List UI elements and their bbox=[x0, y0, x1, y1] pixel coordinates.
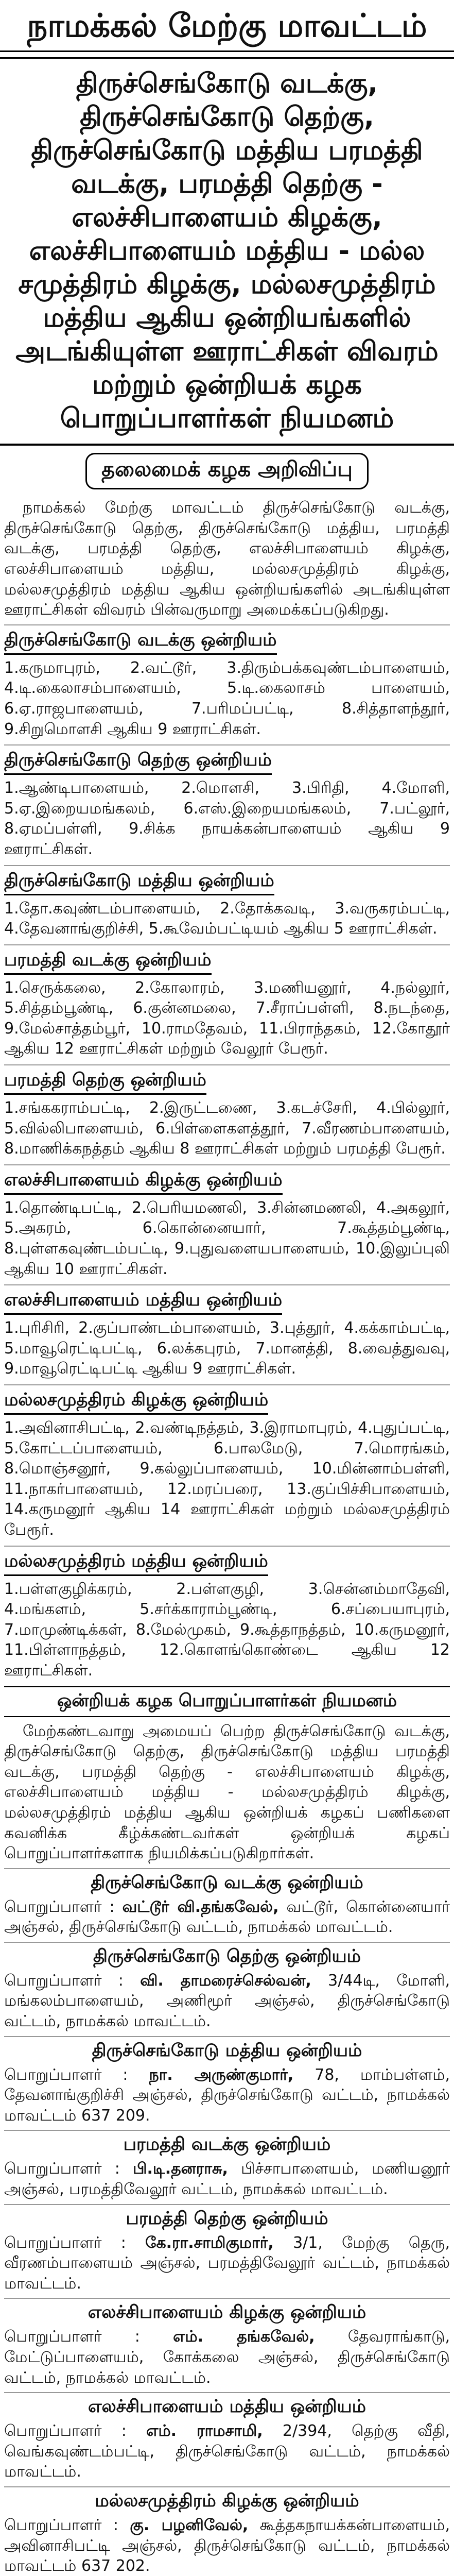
union-village-list: 1.புரிசிரி, 2.குப்பாண்டம்பாளையம், 3.புத்தூர், 4.கக்காம்பட்டி, 5.மாவூரெட்டிபட்டி, 6.லக்கபுரம், 7.மானத்தி, 8.வைத்துவவு, 9.மாவூரெட்டிபட்டி ஆகிய 9 ஊராட்சிகள். bbox=[4, 1319, 450, 1378]
appointee-name: பி.டி.தனராசு, bbox=[133, 2160, 228, 2178]
appointee-block bbox=[4, 2204, 450, 2294]
appointee-role: பொறுப்பாளர் : bbox=[4, 2516, 118, 2534]
union-village-list: 1.அவினாசிபட்டி, 2.வண்டிநத்தம், 3.இராமாபுரம், 4.புதுப்பட்டி, 5.கோட்டப்பாளையம், 6.பாலமேடு, 7.மொரங்கம், 8.மொஞ்சனூர், 9.கல்லுப்பாளையம், 10.மின்னாம்பள்ளி, 11.நாகர்பாளையம், 12.மரப்பரை, 13.குப்பிச்சிபாளையம், 14.கருமனூர் ஆகிய 14 ஊராட்சிகள் மற்றும் மல்லசமுத்திரம் பேரூர். bbox=[4, 1419, 450, 1539]
appointee-list bbox=[4, 1868, 450, 2576]
appointee-block bbox=[4, 1942, 450, 2032]
appointee-details bbox=[4, 2421, 450, 2482]
appointee-union-title: எலச்சிபாளையம் கிழக்கு ஒன்றியம் bbox=[88, 2302, 366, 2323]
appointee-details bbox=[4, 1971, 450, 2032]
union-title: திருச்செங்கோடு மத்திய ஒன்றியம் bbox=[4, 870, 274, 895]
appointee-role: பொறுப்பாளர் : bbox=[4, 2328, 140, 2346]
appointee-block bbox=[4, 2130, 450, 2199]
appointee-role: பொறுப்பாளர் : bbox=[4, 1897, 115, 1916]
union-village-list: 1.ஆண்டிபாளையம், 2.மொளசி, 3.பிரிதி, 4.மோளி, 5.ஏ.இறையமங்கலம், 6.எஸ்.இறையமங்கலம், 7.பட்லூர், 8.ஏமப்பள்ளி, 9.சிக்க நாயக்கன்பாளையம் ஆகிய 9 ஊராட்சிகள். bbox=[4, 779, 450, 858]
appointee-name: எம். ராமசாமி, bbox=[146, 2422, 263, 2441]
appointee-address: 78, மாம்பள்ளம், தேவனாங்குறிச்சி அஞ்சல், திருச்செங்கோடு வட்டம், நாமக்கல் மாவட்டம் 637 209. bbox=[4, 2065, 450, 2125]
union-village-list: 1.தொண்டிபட்டி, 2.பெரியமணலி, 3.சின்னமணலி, 4.அகலூர், 5.அகரம், 6.கொன்னையார், 7.கூத்தம்பூண்டி, 8.புள்ளகவுண்டம்பட்டி, 9.புதுவளையபாளையம், 10.இலுப்புலி ஆகிய 10 ஊராட்சிகள். bbox=[4, 1198, 450, 1278]
appointee-block bbox=[4, 2486, 450, 2576]
union-blocks bbox=[4, 624, 450, 1681]
appointee-address: கூத்தகநாயக்கன்பாளையம், அவினாசிபட்டி அஞ்சல், திருச்செங்கோடு வட்டம், நாமக்கல் மாவட்டம் 637 202. bbox=[4, 2516, 450, 2575]
union-title: எலச்சிபாளையம் மத்திய ஒன்றியம் bbox=[4, 1290, 282, 1315]
union-title: பரமத்தி வடக்கு ஒன்றியம் bbox=[4, 950, 212, 975]
appointee-role: பொறுப்பாளர் : bbox=[4, 2065, 128, 2084]
appointee-details bbox=[4, 2233, 450, 2294]
union-title: திருச்செங்கோடு வடக்கு ஒன்றியம் bbox=[4, 630, 277, 655]
appointee-name: வட்டூர் வி.தங்கவேல், bbox=[122, 1897, 279, 1916]
appointee-union-title: மல்லசமுத்திரம் கிழக்கு ஒன்றியம் bbox=[95, 2490, 359, 2511]
section-title-wrap bbox=[0, 453, 454, 489]
union-block bbox=[4, 1064, 450, 1159]
content bbox=[0, 498, 454, 2576]
appointee-block bbox=[4, 2036, 450, 2126]
union-title: பரமத்தி தெற்கு ஒன்றியம் bbox=[4, 1070, 206, 1095]
appointee-details bbox=[4, 2159, 450, 2199]
union-village-list: 1.சங்ககராம்பட்டி, 2.இருட்டணை, 3.கடச்சேரி, 4.பில்லூர், 5.வில்லிபாளையம், 6.பிள்ளைகளத்தூர், 7.வீரணம்பாளையம், 8.மாணிக்கநத்தம் ஆகிய 8 ஊராட்சிகள் மற்றும் பரமத்தி பேரூர். bbox=[4, 1099, 450, 1158]
headline: திருச்செங்கோடு வடக்கு, திருச்செங்கோடு தெற்கு, திருச்செங்கோடு மத்திய பரமத்தி வடக்கு, பரமத்தி தெற்கு - எலச்சிபாளையம் கிழக்கு, எலச்சிபாளையம் மத்திய - மல்ல சமுத்திரம் கிழக்கு, மல்லசமுத்திரம் மத்திய ஆகிய ஒன்றியங்களில் அடங்கியுள்ள ஊராட்சிகள் விவரம் மற்றும் ஒன்றியக் கழக பொறுப்பாளர்கள் நியமனம் bbox=[15, 68, 439, 434]
appointee-name: எம். தங்கவேல், bbox=[173, 2328, 315, 2346]
union-village-list: 1.தோ.கவுண்டம்பாளையம், 2.தோக்கவடி, 3.வருகரம்பட்டி, 4.தேவனாங்குறிச்சி, 5.கூவேம்பட்டியம் ஆகிய 5 ஊராட்சிகள். bbox=[4, 899, 450, 938]
union-block bbox=[4, 865, 450, 939]
appointee-name: நா. அருண்குமார், bbox=[149, 2065, 294, 2084]
union-block bbox=[4, 1164, 450, 1279]
appointee-role: பொறுப்பாளர் : bbox=[4, 1971, 124, 1990]
appointee-details bbox=[4, 2327, 450, 2388]
appointee-name: கே.ரா.சாமிகுமார், bbox=[145, 2233, 274, 2252]
headline-divider bbox=[0, 444, 454, 446]
appointee-address: 3/44டி, மோளி, மங்கலம்பாளையம், அணிமூர் அஞ்சல், திருச்செங்கோடு வட்டம், நாமக்கல் மாவட்டம். bbox=[4, 1971, 450, 2031]
appointee-union-title: திருச்செங்கோடு மத்திய ஒன்றியம் bbox=[92, 2040, 362, 2061]
union-block bbox=[4, 624, 450, 739]
union-title: திருச்செங்கோடு தெற்கு ஒன்றியம் bbox=[4, 750, 272, 775]
union-block bbox=[4, 1284, 450, 1379]
appointee-address: வட்டூர், கொன்னையார் அஞ்சல், திருச்செங்கோடு வட்டம், நாமக்கல் மாவட்டம். bbox=[4, 1897, 450, 1937]
appointee-block bbox=[4, 1868, 450, 1938]
appointee-address: தேவராங்காடு, மேட்டுப்பாளையம், கோக்கலை அஞ்சல், திருச்செங்கோடு வட்டம், நாமக்கல் மாவட்டம். bbox=[4, 2328, 450, 2387]
appointee-details bbox=[4, 1897, 450, 1938]
union-village-list: 1.கருமாபுரம், 2.வட்டூர், 3.திரும்பக்கவுண்டம்பாளையம், 4.டி.கைலாசம்பாளையம், 5.டி.கைலாசம் பாளையம், 6.ஏ.ராஜபாளையம், 7.பரிமப்பட்டி, 8.சித்தாளந்தூர், 9.சிறுமொளசி ஆகிய 9 ஊராட்சிகள். bbox=[4, 658, 450, 738]
title-rule bbox=[0, 50, 454, 59]
appointee-union-title: திருச்செங்கோடு தெற்கு ஒன்றியம் bbox=[93, 1945, 361, 1967]
appointee-name: கு. பழனிவேல், bbox=[130, 2516, 249, 2534]
union-block bbox=[4, 1384, 450, 1540]
union-village-list: 1.பள்ளகுழிக்கரம், 2.பள்ளகுழி, 3.சென்னம்மாதேவி, 4.மங்களம், 5.சர்க்காராம்பூண்டி, 6.சப்பையாபுரம், 7.மாமுண்டிக்கள், 8.மேல்முகம், 9.கூத்தாநத்தம், 10.கருமனூர், 11.பிள்ளாநத்தம், 12.கொளங்கொண்டை ஆகிய 12 ஊராட்சிகள். bbox=[4, 1580, 450, 1680]
union-title: மல்லசமுத்திரம் கிழக்கு ஒன்றியம் bbox=[4, 1389, 268, 1415]
appointee-role: பொறுப்பாளர் : bbox=[4, 2422, 127, 2441]
appointment-heading: ஒன்றியக் கழக பொறுப்பாளர்கள் நியமனம் bbox=[4, 1686, 450, 1717]
union-block bbox=[4, 1546, 450, 1681]
appointee-role: பொறுப்பாளர் : bbox=[4, 2233, 126, 2252]
union-block bbox=[4, 744, 450, 859]
appointee-union-title: பரமத்தி தெற்கு ஒன்றியம் bbox=[126, 2208, 328, 2229]
district-title: நாமக்கல் மேற்கு மாவட்டம் bbox=[27, 7, 427, 44]
appointee-address: 3/1, மேற்கு தெரு, வீரணம்பாளையம் அஞ்சல், பரமத்திவேலூர் வட்டம், நாமக்கல் மாவட்டம். bbox=[4, 2233, 450, 2293]
union-block bbox=[4, 944, 450, 1059]
appointee-address: பிச்சாபாளையம், மணியனூர் அஞ்சல், பரமத்திவேலூர் வட்டம், நாமக்கல் மாவட்டம். bbox=[4, 2160, 450, 2199]
appointee-name: வி. தாமரைச்செல்வன், bbox=[140, 1971, 311, 1990]
appointee-union-title: எலச்சிபாளையம் மத்திய ஒன்றியம் bbox=[88, 2396, 366, 2417]
appointee-details bbox=[4, 2065, 450, 2126]
appointee-address: 2/394, தெற்கு வீதி, வெங்கவுண்டம்பட்டி, திருச்செங்கோடு வட்டம், நாமக்கல் மாவட்டம். bbox=[4, 2422, 450, 2481]
appointee-role: பொறுப்பாளர் : bbox=[4, 2160, 120, 2178]
appointee-details bbox=[4, 2515, 450, 2576]
union-title: மல்லசமுத்திரம் மத்திய ஒன்றியம் bbox=[4, 1551, 268, 1576]
appointee-union-title: பரமத்தி வடக்கு ஒன்றியம் bbox=[123, 2134, 331, 2155]
intro-paragraph: நாமக்கல் மேற்கு மாவட்டம் திருச்செங்கோடு வடக்கு, திருச்செங்கோடு தெற்கு, திருச்செங்கோடு மத்திய, பரமத்தி வடக்கு, பரமத்தி தெற்கு, எலச்சிபாளையம் கிழக்கு, எலச்சிபாளையம் மத்திய, மல்லசமுத்திரம் கிழக்கு, மல்லசமுத்திரம் மத்திய ஆகிய ஒன்றியங்களில் அடங்கியுள்ள ஊராட்சிகள் விவரம் பின்வருமாறு அமைக்கப்படுகிறது. bbox=[4, 499, 450, 619]
union-title: எலச்சிபாளையம் கிழக்கு ஒன்றியம் bbox=[4, 1170, 283, 1195]
union-village-list: 1.செருக்கலை, 2.கோலாரம், 3.மணியனூர், 4.நல்லூர், 5.சித்தம்பூண்டி, 6.குன்னமலை, 7.சீராப்பள்ளி, 8.நடந்தை, 9.மேல்சாத்தம்பூர், 10.ராமதேவம், 11.பிராந்தகம், 12.கோதூர் ஆகிய 12 ஊராட்சிகள் மற்றும் வேலூர் பேரூர். bbox=[4, 978, 450, 1058]
appointee-block bbox=[4, 2392, 450, 2482]
section-title: தலைமைக் கழக அறிவிப்பு bbox=[85, 453, 369, 489]
appointee-union-title: திருச்செங்கோடு வடக்கு ஒன்றியம் bbox=[91, 1872, 363, 1893]
appointee-block bbox=[4, 2298, 450, 2388]
appointment-intro: மேற்கண்டவாறு அமையப் பெற்ற திருச்செங்கோடு வடக்கு, திருச்செங்கோடு தெற்கு, திருச்செங்கோடு மத்திய பரமத்தி வடக்கு, பரமத்தி தெற்கு - எலச்சிபாளையம் கிழக்கு, எலச்சிபாளையம் மத்திய - மல்லசமுத்திரம் கிழக்கு, மல்லசமுத்திரம் மத்திய ஆகிய ஒன்றியக் கழகப் பணிகளை கவனிக்க கீழ்க்கண்டவர்கள் ஒன்றியக் கழகப் பொறுப்பாளர்களாக நியமிக்கப்படுகிறார்கள். bbox=[4, 1722, 450, 1863]
